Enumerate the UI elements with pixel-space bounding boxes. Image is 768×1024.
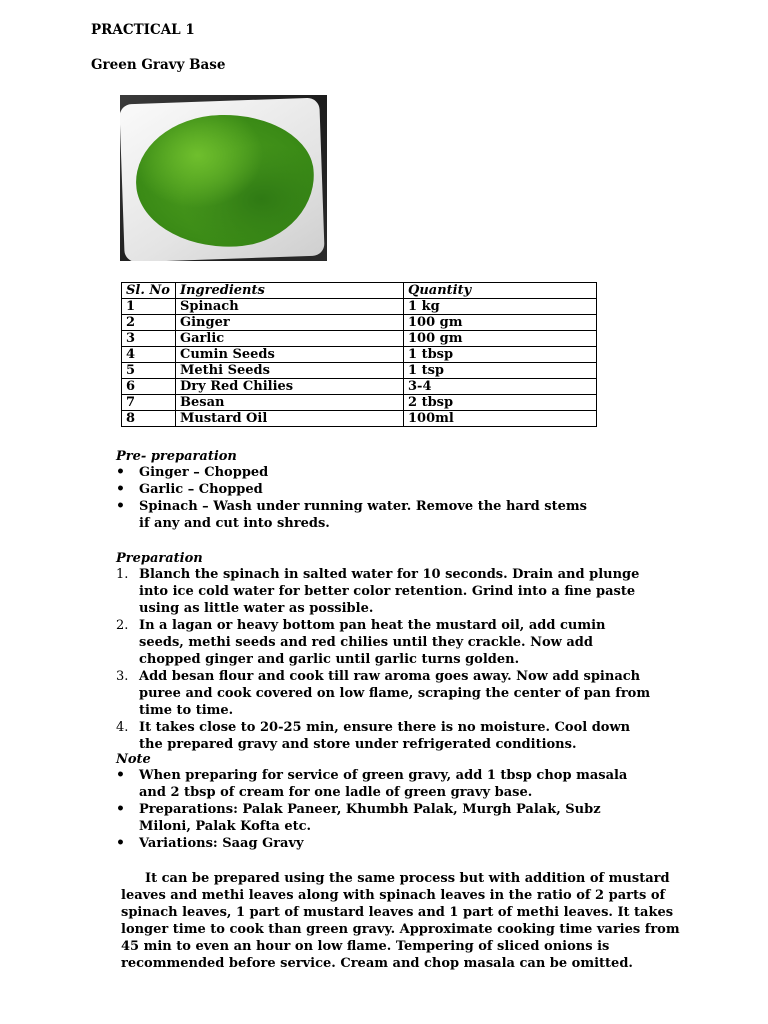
- pre-preparation-heading: Pre- preparation: [116, 449, 237, 464]
- cell-quantity: 3-4: [404, 379, 597, 395]
- cell-ingredient: Garlic: [176, 331, 404, 347]
- cell-ingredient: Spinach: [176, 299, 404, 315]
- list-item: • Ginger – Chopped: [116, 464, 596, 481]
- list-item: • Variations: Saag Gravy: [116, 835, 631, 852]
- table-row: [122, 299, 597, 315]
- ingredients-table: [121, 282, 597, 427]
- preparation-section: [116, 551, 656, 753]
- header-quantity: Quantity: [404, 283, 597, 299]
- recipe-title: Green Gravy Base: [91, 57, 226, 73]
- table-row: [122, 315, 597, 331]
- cell-quantity: 1 tbsp: [404, 347, 597, 363]
- cell-ingredient: Methi Seeds: [176, 363, 404, 379]
- cell-sl-no: 5: [122, 363, 176, 379]
- cell-sl-no: 3: [122, 331, 176, 347]
- cell-quantity: 1 tsp: [404, 363, 597, 379]
- note-section: [116, 752, 656, 852]
- table-row: [122, 411, 597, 427]
- step-text: Blanch the spinach in salted water for 10 seconds. Drain and plunge into ice cold water for better color retention. Grind into a fine paste using as little water as possible.: [139, 567, 640, 616]
- note-heading: Note: [116, 752, 151, 767]
- step-number: 1.: [116, 567, 129, 582]
- pre-preparation-list: [116, 464, 596, 532]
- cell-ingredient: Ginger: [176, 315, 404, 331]
- step-number: 2.: [116, 618, 129, 633]
- preparation-steps: [116, 566, 651, 753]
- table-row: [122, 395, 597, 411]
- step-number: 4.: [116, 720, 129, 735]
- cell-quantity: 2 tbsp: [404, 395, 597, 411]
- list-item: [116, 719, 651, 753]
- table-row: [122, 363, 597, 379]
- page-title: PRACTICAL 1: [91, 22, 195, 38]
- cell-sl-no: 6: [122, 379, 176, 395]
- step-number: 3.: [116, 669, 129, 684]
- bowl-shape: [120, 98, 325, 261]
- pre-preparation-section: [116, 449, 656, 532]
- step-text: It takes close to 20-25 min, ensure there is no moisture. Cool down the prepared gravy and store under refrigerated conditions.: [139, 720, 631, 752]
- list-item: • Preparations: Palak Paneer, Khumbh Palak, Murgh Palak, Subz Miloni, Palak Kofta etc.: [116, 801, 631, 835]
- cell-sl-no: 8: [122, 411, 176, 427]
- cell-quantity: 100 gm: [404, 331, 597, 347]
- table-header-row: [122, 283, 597, 299]
- closing-paragraph: It can be prepared using the same process but with addition of mustard leaves and methi leaves along with spinach leaves in the ratio of 2 parts of spinach leaves, 1 part of mustard leaves and 1 part of methi leaves. It takes longer time to cook than green gravy. Approximate cooking time varies from 45 min to even an hour on low flame. Tempering of sliced onions is recommended before service. Cream and chop masala can be omitted.: [121, 871, 680, 971]
- cell-ingredient: Dry Red Chilies: [176, 379, 404, 395]
- step-text: Add besan flour and cook till raw aroma goes away. Now add spinach puree and cook covered on low flame, scraping the center of pan from time to time.: [139, 669, 651, 718]
- preparation-heading: Preparation: [116, 551, 203, 566]
- list-item: [116, 566, 651, 617]
- cell-sl-no: 7: [122, 395, 176, 411]
- table-row: [122, 379, 597, 395]
- table-row: [122, 347, 597, 363]
- gravy-photo: [120, 95, 327, 261]
- step-text: In a lagan or heavy bottom pan heat the mustard oil, add cumin seeds, methi seeds and red chilies until they crackle. Now add chopped ginger and garlic until garlic turns golden.: [139, 618, 606, 667]
- cell-quantity: 100 gm: [404, 315, 597, 331]
- table-row: [122, 331, 597, 347]
- note-list: [116, 767, 631, 852]
- list-item: [116, 668, 651, 719]
- cell-ingredient: Cumin Seeds: [176, 347, 404, 363]
- list-item: • When preparing for service of green gravy, add 1 tbsp chop masala and 2 tbsp of cream for one ladle of green gravy base.: [116, 767, 631, 801]
- cell-sl-no: 4: [122, 347, 176, 363]
- cell-quantity: 100ml: [404, 411, 597, 427]
- cell-quantity: 1 kg: [404, 299, 597, 315]
- cell-ingredient: Besan: [176, 395, 404, 411]
- gravy-shape: [134, 112, 316, 250]
- cell-sl-no: 1: [122, 299, 176, 315]
- cell-ingredient: Mustard Oil: [176, 411, 404, 427]
- list-item: • Spinach – Wash under running water. Remove the hard stems if any and cut into shreds.: [116, 498, 596, 532]
- header-sl-no: Sl. No: [122, 283, 176, 299]
- header-ingredients: Ingredients: [176, 283, 404, 299]
- list-item: • Garlic – Chopped: [116, 481, 596, 498]
- list-item: [116, 617, 651, 668]
- cell-sl-no: 2: [122, 315, 176, 331]
